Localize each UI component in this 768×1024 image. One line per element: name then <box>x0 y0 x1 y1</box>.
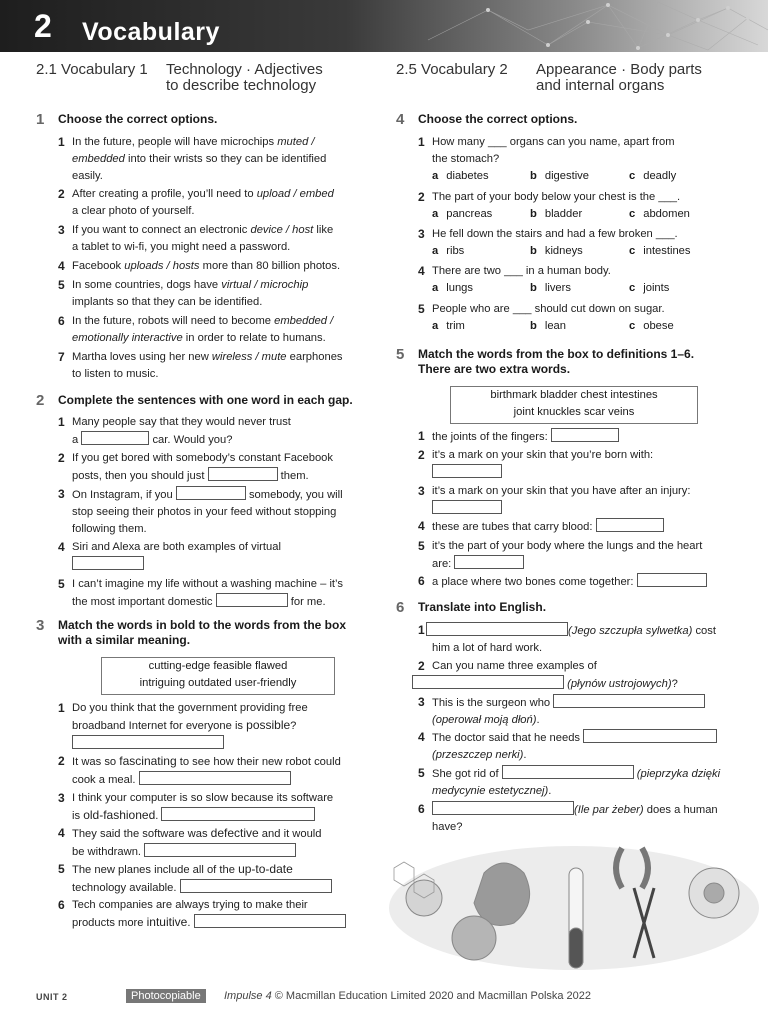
answer-gap[interactable] <box>216 593 288 607</box>
exercise-number: 2 <box>36 392 45 409</box>
exercise-instruction: Match the words in bold to the words from the box with a similar meaning. <box>58 618 346 647</box>
left-column <box>36 62 376 94</box>
exercise-instruction: Complete the sentences with one word in each gap. <box>58 393 353 407</box>
answer-gap[interactable] <box>81 431 149 445</box>
right-column <box>396 62 746 94</box>
word-box <box>101 657 335 695</box>
answer-gap[interactable] <box>432 500 502 514</box>
answer-gap[interactable] <box>583 729 717 743</box>
exercise-number: 1 <box>36 111 45 128</box>
answer-gap[interactable] <box>637 573 707 587</box>
section-topic-line1: Appearance · Body parts <box>536 61 702 78</box>
photocopiable-badge: Photocopiable <box>126 989 206 1003</box>
section-topic-line2: and internal organs <box>536 77 665 94</box>
exercise-instruction: Translate into English. <box>418 600 547 614</box>
anatomy-illustration <box>384 828 764 978</box>
answer-gap[interactable] <box>161 807 315 821</box>
section-heading-left <box>36 62 376 94</box>
exercise-number: 3 <box>36 617 45 634</box>
exercise-number: 6 <box>396 599 405 616</box>
answer-gap[interactable] <box>432 801 574 815</box>
answer-gap[interactable] <box>426 622 568 636</box>
word-box-line: intriguing outdated user-friendly <box>139 677 297 689</box>
section-heading-right <box>396 62 746 94</box>
answer-gap[interactable] <box>72 735 224 749</box>
section-topic-line2: to describe technology <box>166 77 317 94</box>
section-topic-line1: Technology · Adjectives <box>166 61 323 78</box>
page-title: Vocabulary <box>82 18 220 46</box>
answer-gap[interactable] <box>180 879 332 893</box>
answer-gap[interactable] <box>432 464 502 478</box>
word-box-line: joint knuckles scar veins <box>513 406 635 418</box>
answer-gap[interactable] <box>176 486 246 500</box>
exercise-number: 5 <box>396 346 405 363</box>
answer-gap[interactable] <box>72 556 144 570</box>
exercise-instruction: Match the words from the box to definitions 1–6. There are two extra words. <box>418 347 695 376</box>
answer-gap[interactable] <box>412 675 564 689</box>
answer-gap[interactable] <box>194 914 346 928</box>
section-code: 2.1 Vocabulary 1 <box>36 61 148 78</box>
network-pattern <box>408 0 768 52</box>
word-box-line: cutting-edge feasible flawed <box>148 660 288 672</box>
answer-gap[interactable] <box>208 467 278 481</box>
exercise-instruction: Choose the correct options. <box>58 112 218 126</box>
answer-gap[interactable] <box>144 843 296 857</box>
answer-gap[interactable] <box>502 765 634 779</box>
answer-gap[interactable] <box>553 694 705 708</box>
word-box-line: birthmark bladder chest intestines <box>490 389 658 401</box>
exercise-instruction: Choose the correct options. <box>418 112 578 126</box>
answer-gap[interactable] <box>551 428 619 442</box>
unit-number: 2 <box>34 8 52 44</box>
answer-gap[interactable] <box>139 771 291 785</box>
section-code: 2.5 Vocabulary 2 <box>396 61 508 78</box>
answer-gap[interactable] <box>454 555 524 569</box>
exercise-number: 4 <box>396 111 405 128</box>
answer-gap[interactable] <box>596 518 664 532</box>
copyright: Impulse 4 © Macmillan Education Limited 2020 and Macmillan Polska 2022 <box>224 990 592 1002</box>
page-header <box>0 0 768 52</box>
footer-unit: UNIT 2 <box>36 992 68 1002</box>
word-box <box>450 386 698 424</box>
